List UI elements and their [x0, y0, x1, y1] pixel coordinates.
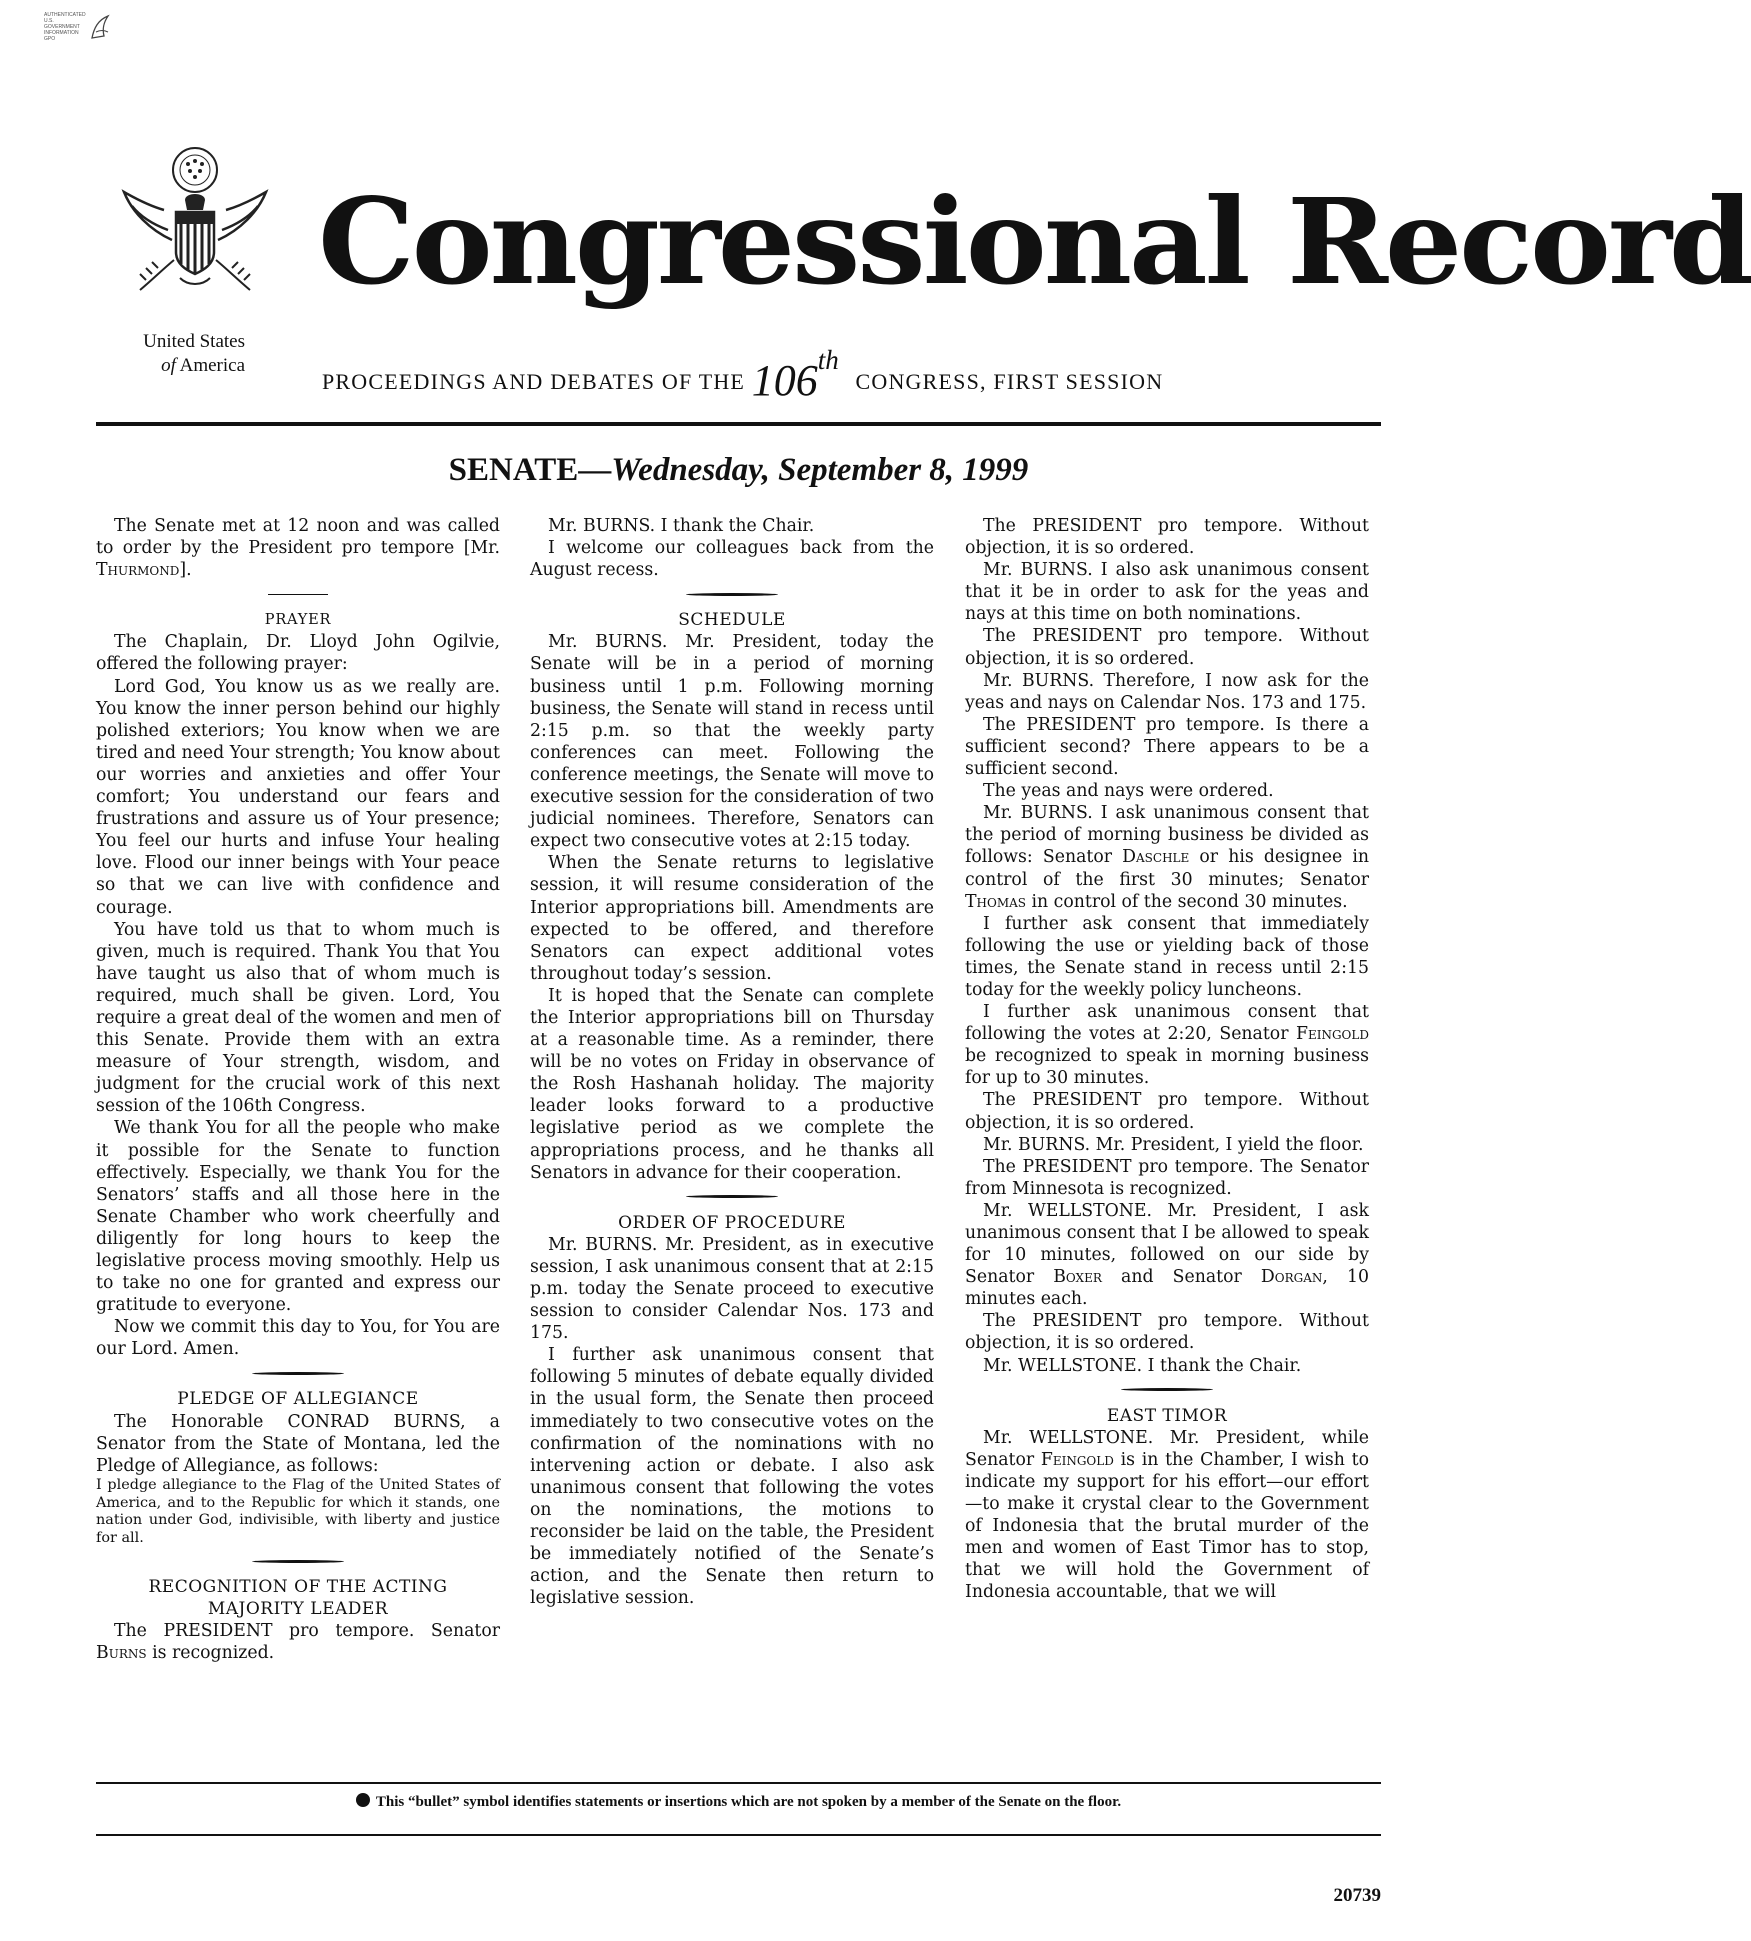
gpo-badge-line: AUTHENTICATED — [44, 12, 86, 18]
paragraph: The Honorable CONRAD BURNS, a Senator from the State of Montana, led the Pledge of Allegiance, as follows: — [96, 1411, 500, 1476]
paragraph: The PRESIDENT pro tempore. Without objection, it is so ordered. — [965, 1090, 1369, 1133]
paragraph: Now we commit this day to You, for You are our Lord. Amen. — [96, 1317, 500, 1360]
paragraph: When the Senate returns to legislative session, it will resume consideration of the Interior appropriations bill. Amendments are expected to be offered, and therefore Senators can expect additional votes throughout today’s session. — [530, 853, 934, 984]
section-heading-prayer: PRAYER — [264, 612, 332, 629]
section-divider — [530, 1190, 934, 1204]
paragraph: Lord God, You know us as we really are. You know the inner person behind our highly polished exteriors; You know when we are tired and need Your strength; You know about our worries and anxieties and offer Your comfort; You understand our fears and frustrations and assure us of Your presence; You feel our hurts and infuse Your healing love. Flood our inner beings with Your peace so that we can live with confidence and courage. — [96, 676, 500, 918]
proceedings-post: CONGRESS, FIRST SESSION — [855, 369, 1164, 394]
section-heading-order: ORDER OF PROCEDURE — [618, 1212, 846, 1233]
congress-suffix: th — [817, 345, 839, 375]
paragraph: Mr. BURNS. Mr. President, as in executive session, I ask unanimous consent that at 2:15 p.m. today the Senate proceed to executive session to consider Calendar Nos. 173 and 175. — [530, 1234, 934, 1344]
proceedings-line — [322, 345, 1392, 406]
paragraph: The Chaplain, Dr. Lloyd John Ogilvie, offered the following prayer: — [96, 632, 500, 675]
paragraph: The Senate met at 12 noon and was called to order by the President pro tempore [Mr. Thurmond]. — [96, 516, 500, 581]
pledge-quote: I pledge allegiance to the Flag of the United States of America, and to the Republic for which it stands, one nation under God, indivisible, with liberty and justice for all. — [96, 1476, 500, 1547]
seal-caption — [105, 330, 245, 378]
section-heading-recognition: RECOGNITION OF THE ACTING MAJORITY LEADER — [148, 1577, 448, 1620]
bullet-icon — [356, 1793, 370, 1807]
paragraph: I further ask unanimous consent that following 5 minutes of debate equally divided in the usual form, the Senate then proceed immediately to two consecutive votes on the confirmation of the nominations with no intervening action or debate. I also ask unanimous consent that following the votes on the nominations, the motions to reconsider be laid on the table, the President be immediately notified of the Senate’s action, and the Senate then return to legislative session. — [530, 1345, 934, 1609]
page-number: 20739 — [1333, 1885, 1381, 1906]
seal-caption-of: of — [161, 355, 176, 376]
footer-rule-top — [96, 1782, 1381, 1784]
congress-number: 106 — [751, 356, 818, 405]
paragraph: Mr. WELLSTONE. I thank the Chair. — [983, 1355, 1302, 1376]
paragraph: Mr. BURNS. Therefore, I now ask for the yeas and nays on Calendar Nos. 173 and 175. — [965, 670, 1369, 713]
bullet-footnote — [96, 1793, 1381, 1811]
paragraph: I welcome our colleagues back from the August recess. — [530, 538, 934, 581]
masthead-title: Congressional Record — [318, 172, 1751, 311]
paragraph: The yeas and nays were ordered. — [983, 781, 1274, 802]
paragraph: The PRESIDENT pro tempore. The Senator from Minnesota is recognized. — [965, 1156, 1369, 1199]
gpo-badge-line: GPO — [44, 36, 56, 42]
session-date: Wednesday, September 8, 1999 — [611, 452, 1029, 488]
gpo-badge-text — [44, 12, 90, 42]
section-divider — [96, 1366, 500, 1380]
gpo-authentication-badge — [44, 10, 114, 46]
paragraph: Mr. BURNS. Mr. President, I yield the floor. — [983, 1134, 1364, 1155]
text-column-2 — [530, 515, 934, 1609]
paragraph: The PRESIDENT pro tempore. Senator Burns is recognized. — [96, 1621, 500, 1664]
text-column-1 — [96, 515, 500, 1664]
paragraph: I further ask unanimous consent that following the votes at 2:20, Senator Feingold be recognized to speak in morning business for up to 30 minutes. — [965, 1002, 1369, 1089]
section-divider — [530, 587, 934, 601]
section-divider — [965, 1383, 1369, 1397]
paragraph: The PRESIDENT pro tempore. Without objection, it is so ordered. — [965, 516, 1369, 559]
section-heading-schedule: SCHEDULE — [678, 610, 786, 631]
section-divider — [96, 587, 500, 601]
paragraph: The PRESIDENT pro tempore. Without objection, it is so ordered. — [965, 626, 1369, 669]
footnote-text: This “bullet” symbol identifies statements or insertions which are not spoken by a member of the Senate on the floor. — [375, 1794, 1122, 1810]
seal-caption-line2: America — [179, 355, 245, 376]
masthead-rule — [96, 422, 1381, 426]
paragraph: Mr. BURNS. I also ask unanimous consent that it be in order to ask for the yeas and nays at this time on both nominations. — [965, 560, 1369, 625]
paragraph: It is hoped that the Senate can complete the Interior appropriations bill on Thursday at a reasonable time. As a reminder, there will be no votes on Friday in observance of the Rosh Hashanah holiday. The majority leader looks forward to a productive legislative period as we complete the appropriations process, and he thanks all Senators in advance for their cooperation. — [530, 985, 934, 1183]
paragraph: Mr. BURNS. I thank the Chair. — [548, 516, 815, 536]
section-heading-pledge: PLEDGE OF ALLEGIANCE — [177, 1389, 419, 1410]
section-divider — [96, 1554, 500, 1568]
paragraph: The PRESIDENT pro tempore. Is there a sufficient second? There appears to be a sufficient second. — [965, 714, 1369, 780]
paragraph: We thank You for all the people who make it possible for the Senate to function effectively. Especially, we thank You for the Senators’ staffs and all those here in the Senate Chamber who work cheerfully and diligently for long hours to keep the legislative process moving smoothly. Help us to take no one for granted and express our gratitude to everyone. — [96, 1118, 500, 1316]
gpo-badge-line: U.S. GOVERNMENT — [44, 18, 80, 30]
gpo-badge-line: INFORMATION — [44, 30, 79, 36]
paragraph: Mr. WELLSTONE. Mr. President, I ask unanimous consent that I be allowed to speak for 10 minutes, followed on our side by Senator Boxer and Senator Dorgan, 10 minutes each. — [965, 1200, 1369, 1310]
section-heading-east-timor: EAST TIMOR — [1106, 1405, 1228, 1426]
great-seal-eagle-icon — [110, 140, 280, 310]
footer-rule-bottom — [96, 1834, 1381, 1836]
chamber-label: SENATE— — [448, 452, 612, 488]
proceedings-pre: PROCEEDINGS AND DEBATES OF THE — [322, 369, 746, 394]
seal-caption-line1: United States — [143, 331, 245, 352]
paragraph: Mr. BURNS. Mr. President, today the Senate will be in a period of morning business until 1 p.m. Following morning business, the Senate will stand in recess until 2:15 p.m. so that the weekly party conferences can meet. Following the conference meetings, the Senate will move to executive session for the consideration of two judicial nominees. Therefore, Senators can expect two consecutive votes at 2:15 today. — [530, 632, 934, 852]
paragraph: You have told us that to whom much is given, much is required. Thank You that You have taught us also that of whom much is required, much shall be given. Lord, You require a great deal of the women and men of this Senate. Provide them with an extra measure of Your strength, wisdom, and judgment for the crucial work of this next session of the 106th Congress. — [96, 919, 500, 1117]
paragraph: Mr. BURNS. I ask unanimous consent that the period of morning business be divided as follows: Senator Daschle or his designee in control of the first 30 minutes; Senator Thomas in control of the second 30 minutes. — [965, 803, 1369, 912]
eagle-mark-icon — [88, 12, 112, 42]
paragraph: Mr. WELLSTONE. Mr. President, while Senator Feingold is in the Chamber, I wish to indicate my support for his effort—our effort—to make it crystal clear to the Government of Indonesia that the brutal murder of the men and women of East Timor has to stop, that we will hold the Government of Indonesia accountable, that we will — [965, 1427, 1369, 1603]
paragraph: I further ask consent that immediately following the use or yielding back of those times, the Senate stand in recess until 2:15 today for the weekly policy luncheons. — [965, 913, 1369, 1000]
text-column-3 — [965, 515, 1369, 1604]
date-heading — [96, 452, 1381, 489]
paragraph: The PRESIDENT pro tempore. Without objection, it is so ordered. — [965, 1311, 1369, 1354]
